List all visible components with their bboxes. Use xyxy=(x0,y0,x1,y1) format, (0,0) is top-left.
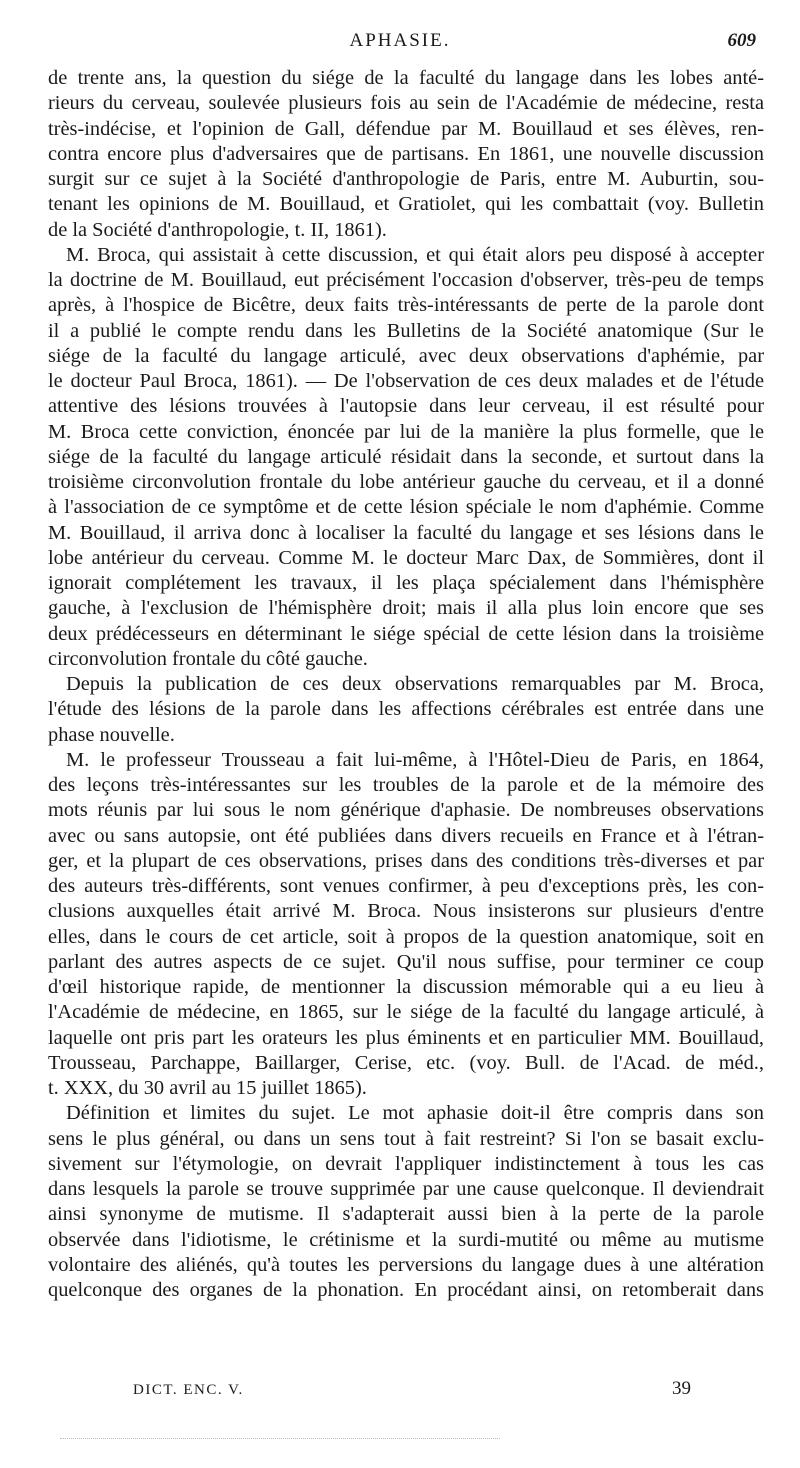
text-line: deux prédécesseurs en déterminant le siége spécial de cette lésion dans la troisième xyxy=(48,622,764,645)
text-line: lobe antérieur du cerveau. Comme M. le docteur Marc Dax, de Sommières, dont il xyxy=(48,546,764,569)
text-line: attentive des lésions trouvées à l'autopsie dans leur cerveau, il est résulté pour xyxy=(48,395,764,418)
body-text xyxy=(48,66,764,1303)
text-line: des auteurs très-différents, sont venues confirmer, à peu d'exceptions près, les con- xyxy=(48,875,764,897)
text-line: après, à l'hospice de Bicêtre, deux faits très-intéressants de perte de la parole dont xyxy=(48,294,764,317)
text-line: surgit sur ce sujet à la Société d'anthropologie de Paris, entre M. Auburtin, sou- xyxy=(48,168,764,190)
text-line: M. Broca, qui assistait à cette discussion, et qui était alors peu disposé à accepter xyxy=(66,243,764,266)
text-line: tenant les opinions de M. Bouillaud, et Gratiolet, qui les combattait (voy. Bulletin xyxy=(48,193,764,216)
sheet-number: 39 xyxy=(672,1378,691,1399)
text-line: sens le plus général, ou dans un sens tout à fait restreint? Si l'on se basait exclu- xyxy=(48,1127,764,1150)
text-line: M. Bouillaud, il arriva donc à localiser la faculté du langage et ses lésions dans le xyxy=(48,521,764,544)
text-line: ainsi synonyme de mutisme. Il s'adapterait aussi bien à la perte de la parole xyxy=(48,1203,764,1226)
text-line: contra encore plus d'adversaires que de partisans. En 1861, une nouvelle discussion xyxy=(48,142,764,165)
text-line: siége de la faculté du langage articulé, avec deux observations d'aphémie, par xyxy=(48,344,764,367)
text-line: mots réunis par lui sous le nom générique d'aphasie. De nombreuses observations xyxy=(48,799,764,822)
text-line: Trousseau, Parchappe, Baillarger, Cerise, etc. (voy. Bull. de l'Acad. de méd., xyxy=(48,1051,764,1074)
page-number: 609 xyxy=(727,30,756,51)
text-line: Depuis la publication de ces deux observations remarquables par M. Broca, xyxy=(66,673,764,695)
text-line: des leçons très-intéressantes sur les troubles de la parole et de la mémoire des xyxy=(48,774,764,796)
text-line: troisième circonvolution frontale du lobe antérieur gauche du cerveau, et il a donné xyxy=(48,471,764,493)
text-line: il a publié le compte rendu dans les Bulletins de la Société anatomique (Sur le xyxy=(48,319,764,342)
text-line: l'étude des lésions de la parole dans les affections cérébrales est entrée dans une xyxy=(48,698,764,721)
text-line: très-indécise, et l'opinion de Gall, défendue par M. Bouillaud et ses élèves, ren- xyxy=(48,117,764,140)
text-line: siége de la faculté du langage articulé résidait dans la seconde, et surtout dans la xyxy=(48,445,764,468)
text-line: M. le professeur Trousseau a fait lui-même, à l'Hôtel-Dieu de Paris, en 1864, xyxy=(66,748,764,771)
text-line: l'Académie de médecine, en 1865, sur le siége de la faculté du langage articulé, à xyxy=(48,1001,764,1024)
text-line: le docteur Paul Broca, 1861). — De l'observation de ces deux malades et de l'étude xyxy=(48,370,764,392)
text-line: gauche, à l'exclusion de l'hémisphère droit; mais il alla plus loin encore que ses xyxy=(48,597,764,620)
printer-signature: DICT. ENC. V. xyxy=(133,1382,244,1398)
text-line: volontaire des aliénés, qu'à toutes les perversions du langage dues à une altération xyxy=(48,1253,764,1276)
text-line: dans lesquels la parole se trouve supprimée par une cause quelconque. Il deviendrait xyxy=(48,1178,764,1200)
text-line: la doctrine de M. Bouillaud, eut précisément l'occasion d'observer, très-peu de temps xyxy=(48,269,764,291)
running-head xyxy=(0,30,800,56)
text-line: M. Broca cette conviction, énoncée par lui de la manière la plus formelle, que le xyxy=(48,420,764,443)
text-line: parlant des autres aspects de ce sujet. Qu'il nous suffise, pour terminer ce coup xyxy=(48,950,764,973)
text-line: d'œil historique rapide, de mentionner la discussion mémorable qui a eu lieu à xyxy=(48,976,764,998)
text-line: ignorait complétement les travaux, il les plaça spécialement dans l'hémisphère xyxy=(48,572,764,594)
text-line: phase nouvelle. xyxy=(48,723,175,746)
text-line: observée dans l'idiotisme, le crétinisme et la surdi-mutité ou même au mutisme xyxy=(48,1228,764,1251)
text-line: elles, dans le cours de cet article, soit à propos de la question anatomique, soit en xyxy=(48,925,764,948)
text-line: de trente ans, la question du siége de la faculté du langage dans les lobes anté- xyxy=(48,67,764,89)
text-line: t. XXX, du 30 avril au 15 juillet 1865). xyxy=(48,1077,367,1099)
text-line: à l'association de ce symptôme et de cette lésion spéciale le nom d'aphémie. Comme xyxy=(48,496,764,519)
text-line: rieurs du cerveau, soulevée plusieurs fois au sein de l'Académie de médecine, resta xyxy=(48,92,764,115)
text-line: sivement sur l'étymologie, on devrait l'appliquer indistinctement à tous les cas xyxy=(48,1152,764,1175)
text-line: quelconque des organes de la phonation. En procédant ainsi, on retomberait dans xyxy=(48,1279,764,1301)
text-line: laquelle ont pris part les orateurs les plus éminents et en particulier MM. Bouillaud, xyxy=(48,1026,764,1049)
page-footer xyxy=(0,1378,800,1408)
text-line: avec ou sans autopsie, ont été publiées dans divers recueils en France et à l'étran- xyxy=(48,824,764,847)
text-line: circonvolution frontale du côté gauche. xyxy=(48,647,368,670)
text-line: de la Société d'anthropologie, t. II, 1861). xyxy=(48,218,387,241)
text-line: clusions auxquelles était arrivé M. Broca. Nous insisterons sur plusieurs d'entre xyxy=(48,900,764,923)
running-title: APHASIE. xyxy=(349,30,451,51)
bottom-rule xyxy=(60,1438,500,1439)
text-line: ger, et la plupart de ces observations, prises dans des conditions très-diverses et par xyxy=(48,849,764,872)
text-line: Définition et limites du sujet. Le mot aphasie doit-il être compris dans son xyxy=(66,1102,764,1125)
